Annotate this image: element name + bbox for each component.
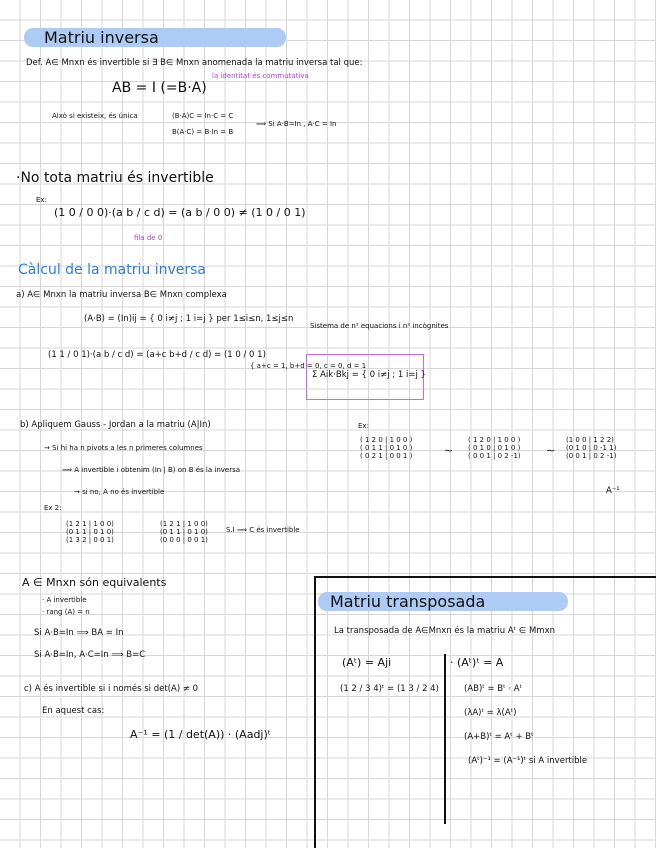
main-equation: AB = I (=B·A) <box>112 80 207 96</box>
section-title-matriu-inversa: Matriu inversa <box>44 28 159 47</box>
not-invertible-conclusion: S.I ⟹ C és invertible <box>226 526 300 534</box>
inverse-label: A⁻¹ <box>606 486 620 496</box>
transpose-box-left-border <box>314 576 316 848</box>
gauss-result-matrix: (1 0 0 | 1 2 2) (0 1 0 | 0 -1 1) (0 0 1 | 0 2 -1) <box>566 436 617 460</box>
not-invertible-example: (1 0 / 0 0)·(a b / c d) = (a b / 0 0) ≠ (1 0 / 0 1) <box>54 206 306 219</box>
item-a: a) A∈ Mnxn la matriu inversa B∈ Mnxn complexa <box>16 290 227 300</box>
property-left-inverse: Si A·B=In ⟹ BA = In <box>34 628 124 638</box>
transpose-divider <box>444 654 446 824</box>
uniqueness-label: Això si existeix, és única <box>52 112 138 120</box>
calc-inverse-heading: Càlcul de la matriu inversa <box>18 262 206 278</box>
row-equivalence-symbol: ∼ <box>444 444 454 457</box>
condition-invertible: · A invertible <box>42 596 87 604</box>
item-c: c) A és invertible si i només si det(A) ≠ 0 <box>24 684 199 694</box>
transpose-property-2: (AB)ᵗ = Bᵗ · Aᵗ <box>464 684 523 694</box>
transpose-property-1: · (Aᵗ)ᵗ = A <box>450 656 504 669</box>
in-this-case: En aquest cas: <box>42 706 105 716</box>
gauss-augmented-matrix: ( 1 2 0 | 1 0 0 ) ( 0 1 1 | 0 1 0 ) ( 0 2 1 | 0 0 1 ) <box>360 436 413 460</box>
definition-text: Def. A∈ Mnxn és invertible si ∃ B∈ Mnxn anomenada la matriu inversa tal que: <box>26 58 363 68</box>
gauss-step-3: → si no, A no és invertible <box>74 488 165 496</box>
transpose-property-4: (A+B)ᵗ = Aᵗ + Bᵗ <box>464 732 534 742</box>
determinant-formula: A⁻¹ = (1 / det(A)) · (Aadj)ᵗ <box>130 728 272 741</box>
zero-row-note: fila de 0 <box>134 234 163 242</box>
system-note: Sistema de n² equacions i n² incògnites <box>310 322 449 330</box>
section-title-transposada: Matriu transposada <box>330 592 486 611</box>
transpose-example: (1 2 / 3 4)ᵗ = (1 3 / 2 4) <box>340 684 439 694</box>
item-b: b) Apliquem Gauss - Jordan a la matriu (A|In) <box>20 420 211 430</box>
identity-formula: (A·B) = (In)ij = { 0 i≠j ; 1 i=j } per 1≤i≤n, 1≤j≤n <box>84 314 294 324</box>
example2-matrix-left: (1 2 1 | 1 0 0) (0 1 1 | 0 1 0) (1 3 2 | 0 0 1) <box>66 520 114 544</box>
uniqueness-eq1: (B·A)C = In·C = C <box>172 112 234 120</box>
transpose-box-top-border <box>314 576 656 578</box>
property-uniqueness: Si A·B=In, A·C=In ⟹ B=C <box>34 650 146 660</box>
transpose-property-3: (λA)ᵗ = λ(Aᵗ) <box>464 708 517 718</box>
gauss-example-2-label: Ex 2: <box>44 504 62 512</box>
sum-formula: Σ Aik·Bkj = { 0 i≠j ; 1 i=j } <box>312 370 426 380</box>
not-invertible-heading: ·No tota matriu és invertible <box>16 170 214 186</box>
transpose-entry-formula: (Aᵗ) = Aji <box>342 656 392 669</box>
uniqueness-result: ⟹ Si A·B=In , A·C = In <box>256 120 337 128</box>
condition-rank: · rang (A) = n <box>42 608 90 616</box>
gauss-example-label: Ex: <box>358 422 369 430</box>
gauss-step-2: ⟹ A invertible i obtenim (In | B) on B és la inversa <box>62 466 241 474</box>
example-label: Ex: <box>36 196 47 204</box>
example2-matrix-right: (1 2 1 | 1 0 0) (0 1 1 | 0 1 0) (0 0 0 | 0 0 1) <box>160 520 208 544</box>
equivalent-conditions: A ∈ Mnxn són equivalents <box>22 576 167 589</box>
matrix-product-equation: (1 1 / 0 1)·(a b / c d) = (a+c b+d / c d) = (1 0 / 0 1) <box>48 350 266 360</box>
gauss-intermediate-matrix: ( 1 2 0 | 1 0 0 ) ( 0 1 0 | 0 1 0 ) ( 0 0 1 | 0 2 -1) <box>468 436 521 460</box>
gauss-step-1: → Si hi ha n pivots a les n primeres columnes <box>44 444 203 452</box>
linear-system: { a+c = 1, b+d = 0, c = 0, d = 1 <box>250 362 367 370</box>
row-equivalence-symbol-2: ∼ <box>546 444 556 457</box>
identity-note: la identitat és commutativa <box>212 72 309 80</box>
transpose-property-5: (Aᵗ)⁻¹ = (A⁻¹)ᵗ si A invertible <box>468 756 588 766</box>
transpose-definition: La transposada de A∈Mnxn és la matriu Aᵗ ∈ Mmxn <box>334 626 555 636</box>
uniqueness-eq2: B(A·C) = B·In = B <box>172 128 234 136</box>
